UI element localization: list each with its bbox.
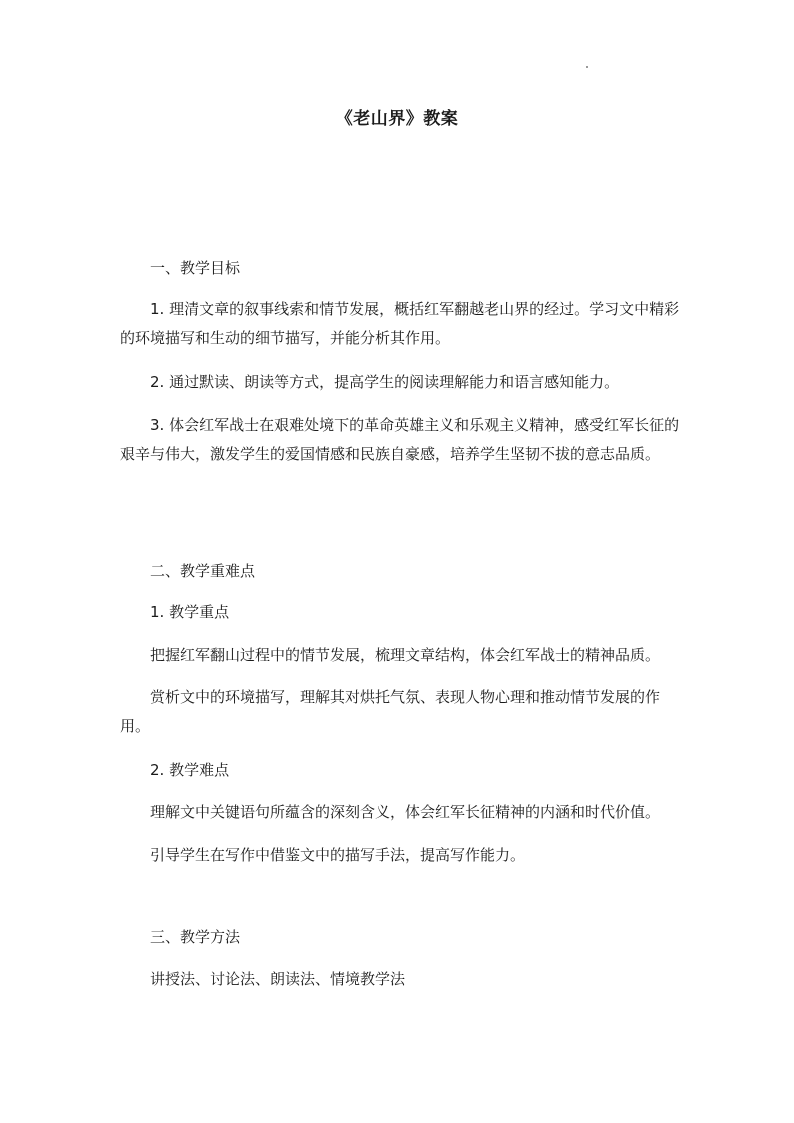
difficulty-item-1: 理解文中关键语句所蕴含的深刻含义，体会红军长征精神的内涵和时代价值。 bbox=[150, 803, 661, 821]
document-title: 《老山界》教案 bbox=[335, 109, 459, 129]
goal-item-2: 2. 通过默读、朗读等方式，提高学生的阅读理解能力和语言感知能力。 bbox=[150, 373, 620, 391]
focus-item-1: 把握红军翻山过程中的情节发展，梳理文章结构，体会红军战士的精神品质。 bbox=[150, 646, 661, 664]
goals-heading: 一、教学目标 bbox=[150, 259, 241, 277]
difficulty-label: 2. 教学难点 bbox=[150, 761, 230, 779]
methods-text: 讲授法、讨论法、朗读法、情境教学法 bbox=[150, 970, 406, 988]
focus-label: 1. 教学重点 bbox=[150, 603, 230, 621]
methods-heading: 三、教学方法 bbox=[150, 928, 241, 946]
corner-mark bbox=[586, 66, 588, 68]
key-points-heading: 二、教学重难点 bbox=[150, 562, 256, 580]
goal-item-3: 3. 体会红军战士在艰难处境下的革命英雄主义和乐观主义精神，感受红军长征的艰辛与伟大，激发学生的爱国情感和民族自豪感，培养学生坚韧不拔的意志品质。 bbox=[120, 416, 680, 463]
goal-item-1: 1. 理清文章的叙事线索和情节发展，概括红军翻越老山界的经过。学习文中精彩的环境描写和生动的细节描写，并能分析其作用。 bbox=[120, 300, 680, 347]
focus-item-2: 赏析文中的环境描写，理解其对烘托气氛、表现人物心理和推动情节发展的作用。 bbox=[120, 688, 661, 735]
difficulty-item-2: 引导学生在写作中借鉴文中的描写手法，提高写作能力。 bbox=[150, 846, 526, 864]
